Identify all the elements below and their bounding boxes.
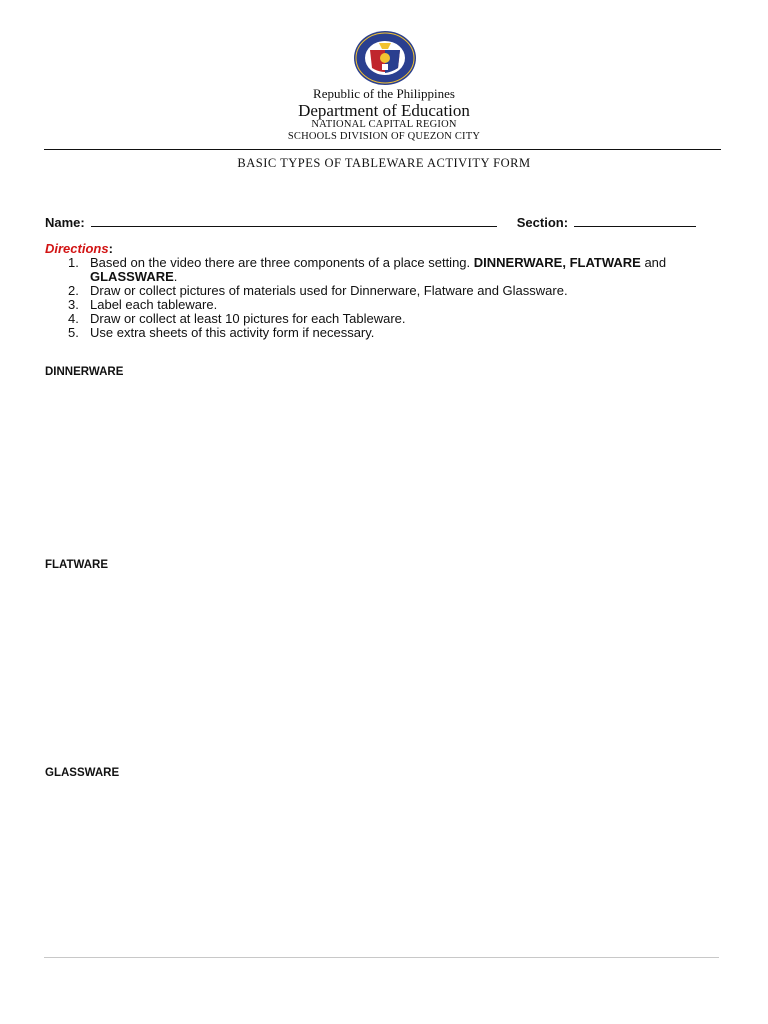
direction-number: 1. [68,255,79,270]
direction-number: 2. [68,283,79,298]
directions-word: Directions [45,241,109,256]
direction-item [68,326,718,340]
section-label: Section: [516,215,569,230]
division-heading: SCHOOLS DIVISION OF QUEZON CITY [287,131,481,142]
direction-item [68,312,718,326]
header-divider [44,149,721,150]
republic-heading: Republic of the Philippines [313,86,455,101]
footer-divider [44,957,719,958]
direction-item [68,284,718,298]
direction-item [68,256,718,284]
direction-bold-part: DINNERWARE, FLATWARE [473,255,641,270]
direction-text-part: Based on the video there are three components of a place setting. [90,255,474,270]
glassware-section-heading: GLASSWARE [45,767,120,779]
name-section-row [45,214,696,230]
deped-seal-icon [352,30,418,86]
dinnerware-section-heading: DINNERWARE [45,366,124,378]
direction-number: 4. [68,311,79,326]
region-heading: NATIONAL CAPITAL REGION [311,119,457,130]
direction-text: Use extra sheets of this activity form if necessary. [90,325,375,340]
direction-number: 3. [68,297,79,312]
name-field-line[interactable] [91,214,497,227]
direction-item [68,298,718,312]
direction-number: 5. [68,325,79,340]
direction-bold-part: GLASSWARE [90,269,174,284]
directions-heading [45,241,113,256]
direction-text-part: and [640,255,667,270]
directions-colon: : [108,241,113,256]
direction-text: Draw or collect pictures of materials used for Dinnerware, Flatware and Glassware. [90,283,568,298]
direction-text: Label each tableware. [90,297,218,312]
department-heading: Department of Education [298,101,470,120]
flatware-section-heading: FLATWARE [45,559,109,571]
direction-text [90,256,718,284]
name-label: Name: [45,215,85,230]
section-field-line[interactable] [574,214,696,227]
directions-list [68,256,718,340]
direction-text-part: . [173,269,178,284]
form-title: BASIC TYPES OF TABLEWARE ACTIVITY FORM [237,156,531,170]
direction-text: Draw or collect at least 10 pictures for each Tableware. [90,311,406,326]
